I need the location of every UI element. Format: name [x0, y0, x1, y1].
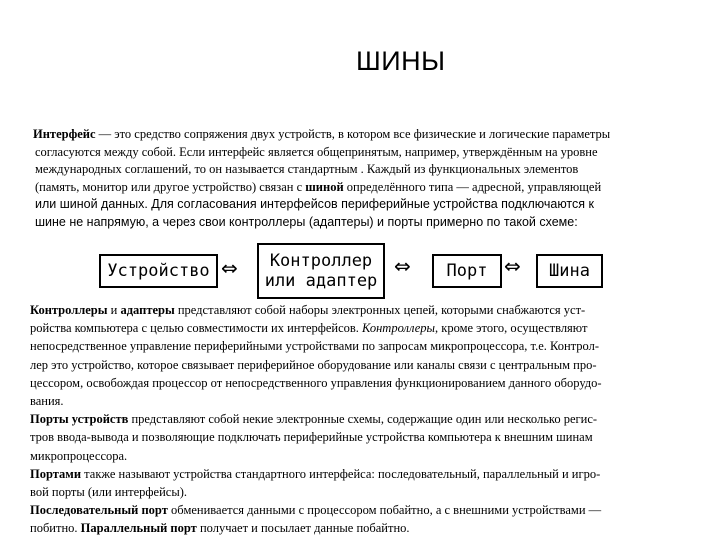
double-arrow-icon: ⇔ [394, 254, 411, 278]
body-line [30, 319, 690, 337]
intro-line-4 [33, 179, 693, 197]
double-arrow-icon: ⇔ [504, 254, 521, 278]
term-bus: шиной [305, 179, 344, 194]
body-text [30, 301, 690, 538]
device-label: Устройство [107, 261, 210, 281]
intro-line-1 [33, 126, 693, 144]
body-text-span: обменивается данными с процессором побайтно, а с внешними устройствами — [167, 503, 602, 518]
connection-diagram [99, 243, 609, 301]
body-text-span: и [107, 303, 121, 317]
body-text-span: получает и посылает данные побайтно. [196, 521, 410, 536]
term-adapters: адаптеры [120, 303, 175, 317]
body-line: вания. [30, 394, 64, 409]
intro-line-3: международных соглашений, то он называется стандартным . Каждый из функциональных элементов [35, 162, 579, 176]
intro-paragraph [33, 126, 693, 231]
term-device-ports: Порты устройств [30, 412, 129, 427]
intro-text: — это средство сопряжения двух устройств, в котором все физические и логические параметры [95, 127, 611, 141]
intro-line-6: шине не напрямую, а через свои контроллеры (адаптеры) и порты примерно по такой схеме: [35, 214, 578, 229]
body-text-span: представляют собой некие электронные схемы, содержащие один или несколько регис- [128, 412, 598, 427]
slide-title: ШИНЫ [356, 46, 446, 76]
controller-label: Контроллер [269, 251, 373, 271]
intro-text: определённого типа — адресной, управляющей [343, 179, 602, 194]
body-line: лер это устройство, которое связывает периферийное оборудование или каналы связи с центральным про- [30, 357, 597, 372]
port-box [432, 254, 502, 288]
term-interface: Интерфейс [33, 127, 96, 141]
bus-box [536, 254, 603, 288]
body-text-span: также называют устройства стандартного интерфейса: последовательный, параллельный и игро- [81, 466, 601, 481]
body-line [30, 465, 690, 483]
body-line: цессором, освобождая процессор от непосредственного управления функционированием данного оборудо- [30, 375, 602, 390]
intro-line-5: или шиной данных. Для согласования интерфейсов периферийные устройства подключаются к [35, 197, 594, 211]
adapter-label: или адаптер [264, 271, 378, 291]
body-text-span: побитно. [30, 521, 81, 536]
term-controllers-italic: Контроллеры [362, 321, 435, 336]
body-text-span: ройства компьютера с целью совместимости их интерфейсов. [30, 321, 363, 336]
body-text-span: представляют собой наборы электронных цепей, которыми снабжаются уст- [174, 303, 586, 317]
device-box [99, 254, 218, 288]
intro-line-2: согласуются между собой. Если интерфейс является общепринятым, например, утверждённым на уровне [35, 144, 598, 159]
body-line [30, 410, 690, 428]
intro-text: (память, монитор или другое устройство) связан с [35, 179, 306, 194]
bus-label: Шина [549, 261, 590, 281]
body-text-span: , кроме этого, осуществляют [435, 321, 588, 336]
term-parallel-port: Параллельный порт [80, 521, 197, 536]
body-line: вой порты (или интерфейсы). [30, 485, 188, 500]
body-line: тров ввода-вывода и позволяющие подключать периферийные устройства компьютера к внешним шинам [30, 430, 593, 445]
body-line [30, 301, 690, 319]
port-label: Порт [446, 261, 488, 281]
body-line [30, 519, 690, 537]
body-line: непосредственное управление периферийными устройствами по запросам микропроцессора, т.е. Контрол- [30, 339, 600, 354]
body-line [30, 501, 690, 519]
term-ports: Портами [30, 466, 82, 481]
term-serial-port: Последовательный порт [30, 503, 168, 518]
controller-box [257, 243, 385, 299]
body-line: микропроцессора. [30, 448, 128, 463]
term-controllers: Контроллеры [30, 303, 108, 317]
double-arrow-icon: ⇔ [221, 256, 238, 280]
